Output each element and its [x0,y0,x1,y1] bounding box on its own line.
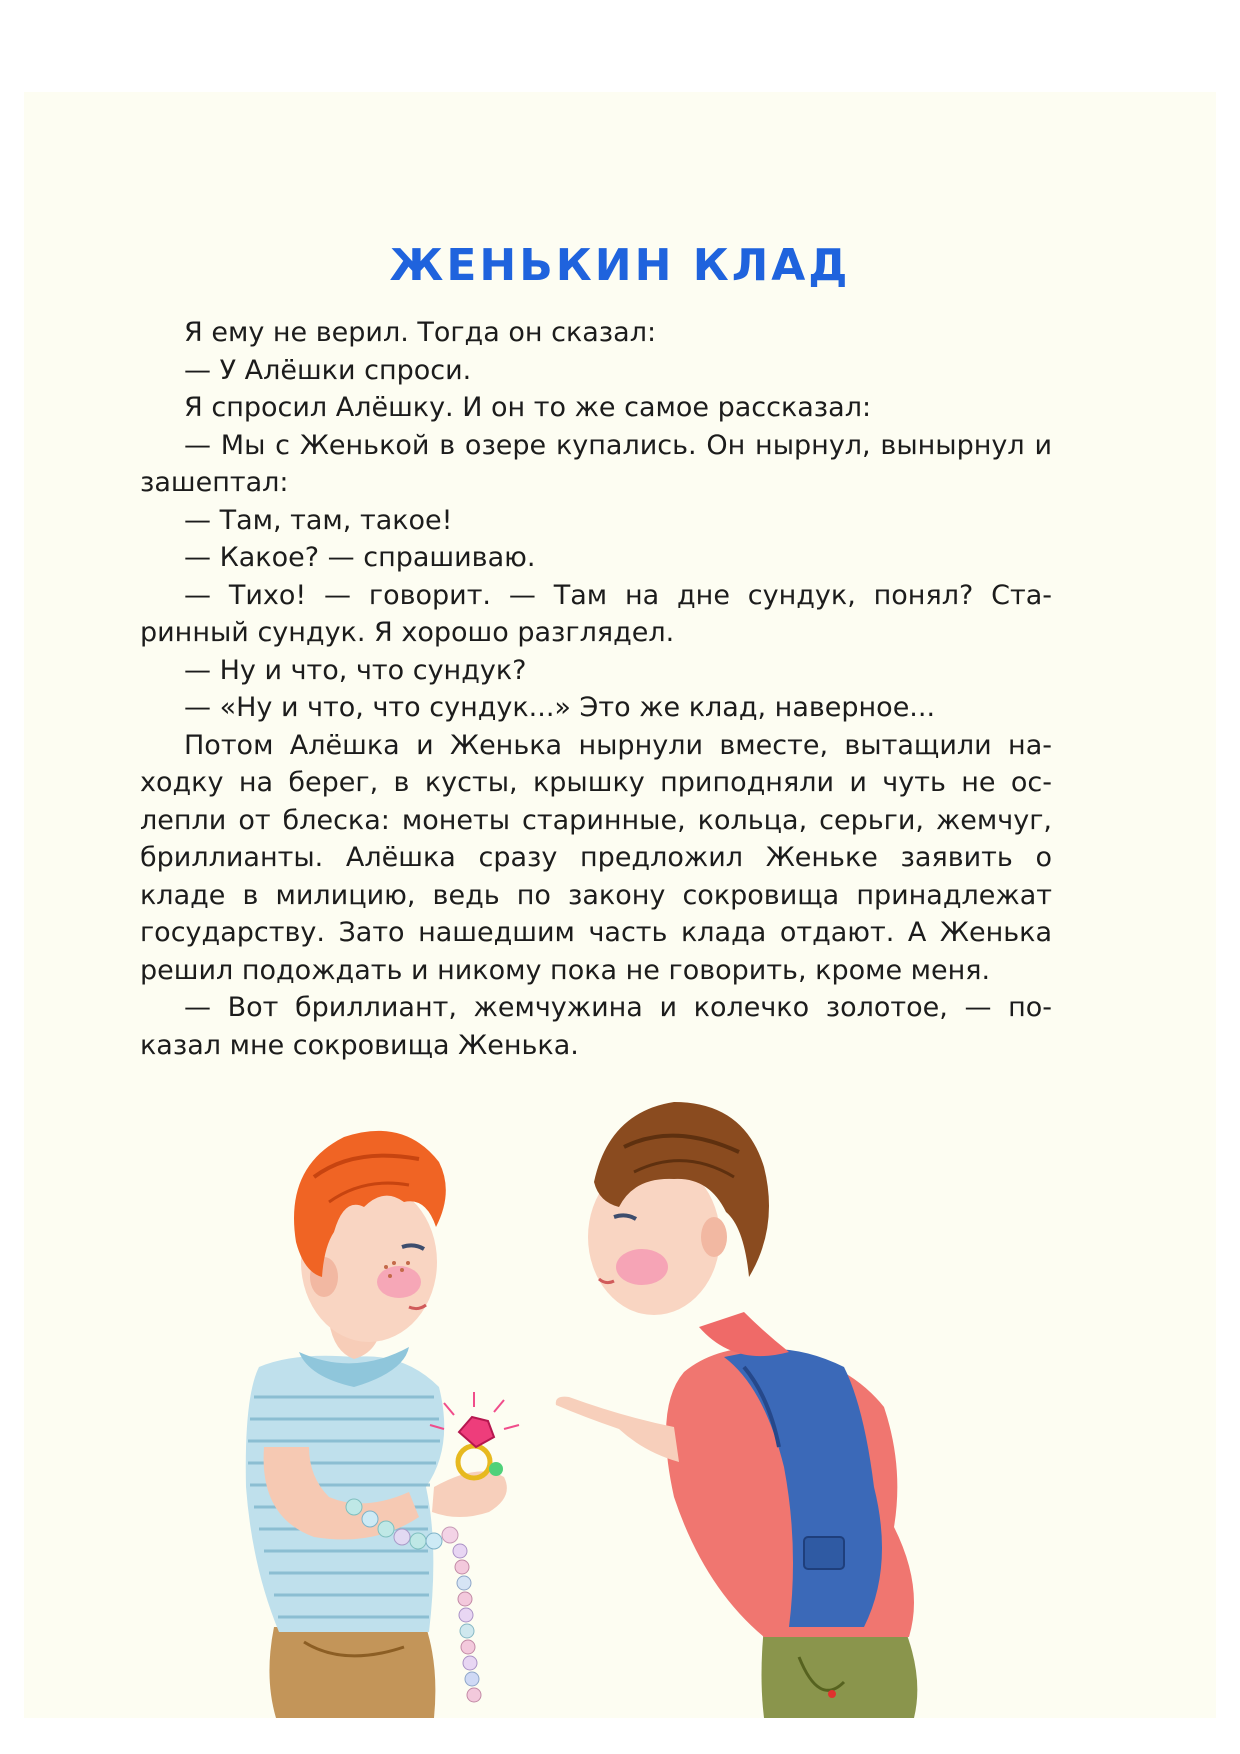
book-page [24,92,1216,1718]
paragraph: — Ну и что, что сундук? [184,654,527,686]
illustration-drawing [204,1067,1064,1718]
paragraph: — Какое? — спрашиваю. [184,542,536,573]
page-title: ЖЕНЬКИН КЛАД [389,240,851,291]
right-boy [556,1102,918,1718]
story-text [140,314,1052,1064]
paragraph: — «Ну и что, что сундук...» Это же клад, наверное... [184,692,936,723]
paragraph: Я ему не верил. Тогда он сказал: [184,317,657,348]
paragraph: Я спросил Алёшку. И он то же самое рассказал: [184,392,872,423]
paragraph: Потом Алёшка и Женька нырнули вместе, вытащили находку на берег, в кусты, крышку приподняли и чуть не ослепли от блеска: монеты старинные, кольца, серьги, жемчуг, бриллианты. Алёшка сразу предложил Женьке заявить о кладе в милицию, ведь по закону сокровища принадлежат государству. Зато нашедшим часть клада отдают. А Женька решил подождать и никому пока не говорить, кроме меня. [140,729,1052,986]
paragraph: — У Алёшки спроси. [184,354,472,386]
paragraph: — Там, там, такое! [184,504,453,536]
paragraph: — Мы с Женькой в озере купались. Он нырнул, вынырнул и зашептал: [140,429,1052,498]
illustration-two-boys-with-treasure [204,1067,1064,1718]
paragraph: — Тихо! — говорит. — Там на дне сундук, понял? Старинный сундук. Я хорошо разглядел. [140,579,1052,648]
paragraph: — Вот бриллиант, жемчужина и колечко золотое, — показал мне сокровища Женька. [140,992,1052,1061]
